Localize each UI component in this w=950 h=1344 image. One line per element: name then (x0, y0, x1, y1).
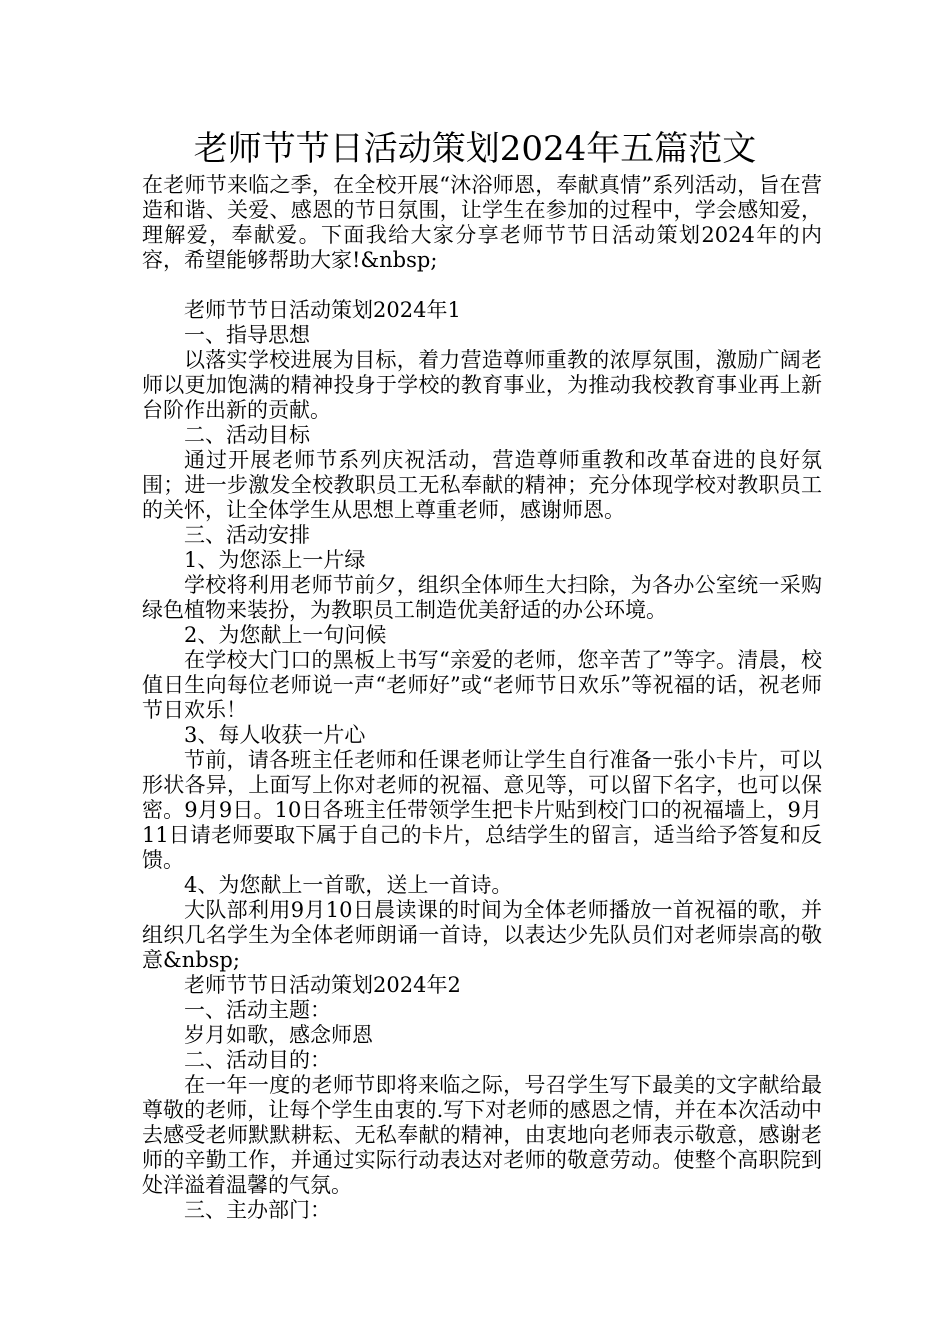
section-heading-plan-1: 老师节节日活动策划2024年1 (184, 298, 461, 322)
document-body (142, 173, 822, 1223)
item-heading-heart: 3、每人收获一片心 (184, 723, 366, 747)
heading-guiding-thought: 一、指导思想 (184, 323, 310, 347)
heading-activity-arrangement: 三、活动安排 (184, 523, 310, 547)
item-heading-greeting: 2、为您献上一句问候 (184, 623, 387, 647)
paragraph-green: 学校将利用老师节前夕，组织全体师生大扫除，为各办公室统一采购绿色植物来装扮，为教职员工制造优美舒适的办公环境。 (142, 573, 822, 622)
document-title: 老师节节日活动策划2024年五篇范文 (193, 129, 757, 169)
paragraph-activity-goal: 通过开展老师节系列庆祝活动，营造尊师重教和改革奋进的良好氛围；进一步激发全校教职员工无私奉献的精神；充分体现学校对教职员工的关怀，让全体学生从思想上尊重老师，感谢师恩。 (142, 448, 822, 522)
heading-activity-purpose: 二、活动目的： (184, 1048, 331, 1072)
paragraph-heart: 节前，请各班主任老师和任课老师让学生自行准备一张小卡片，可以形状各异，上面写上你对老师的祝福、意见等，可以留下名字，也可以保密。9月9日。10日各班主任带领学生把卡片贴到校门口的祝福墙上，9月11日请老师要取下属于自己的卡片，总结学生的留言，适当给予答复和反馈。 (142, 748, 822, 872)
paragraph-greeting: 在学校大门口的黑板上书写“亲爱的老师，您辛苦了”等字。清晨，校值日生向每位老师说一声“老师好”或“老师节日欢乐”等祝福的话，祝老师节日欢乐！ (142, 648, 822, 722)
paragraph-activity-purpose: 在一年一度的老师节即将来临之际，号召学生写下最美的文字献给最尊敬的老师，让每个学生由衷的.写下对老师的感恩之情，并在本次活动中去感受老师默默耕耘、无私奉献的精神，由衷地向老师表示敬意，感谢老师的辛勤工作，并通过实际行动表达对老师的敬意劳动。使整个高职院到处洋溢着温馨的气氛。 (142, 1073, 822, 1197)
paragraph-activity-theme: 岁月如歌，感念师恩 (184, 1023, 373, 1047)
section-heading-plan-2: 老师节节日活动策划2024年2 (184, 973, 461, 997)
intro-paragraph: 在老师节来临之季，在全校开展“沐浴师恩，奉献真情”系列活动，旨在营造和谐、关爱、感恩的节日氛围，让学生在参加的过程中，学会感知爱，理解爱，奉献爱。下面我给大家分享老师节节日活动策划2024年的内容，希望能够帮助大家!&nbsp; (142, 173, 822, 272)
heading-activity-theme: 一、活动主题： (184, 998, 331, 1022)
item-heading-green: 1、为您添上一片绿 (184, 548, 366, 572)
paragraph-song-poem: 大队部利用9月10日晨读课的时间为全体老师播放一首祝福的歌，并组织几名学生为全体老师朗诵一首诗，以表达少先队员们对老师崇高的敬意&nbsp; (142, 898, 822, 972)
heading-activity-goal: 二、活动目标 (184, 423, 310, 447)
paragraph-guiding-thought: 以落实学校进展为目标，着力营造尊师重教的浓厚氛围，激励广阔老师以更加饱满的精神投身于学校的教育事业，为推动我校教育事业再上新台阶作出新的贡献。 (142, 348, 822, 422)
item-heading-song-poem: 4、为您献上一首歌，送上一首诗。 (184, 873, 513, 897)
heading-organizer: 三、主办部门： (184, 1198, 331, 1222)
